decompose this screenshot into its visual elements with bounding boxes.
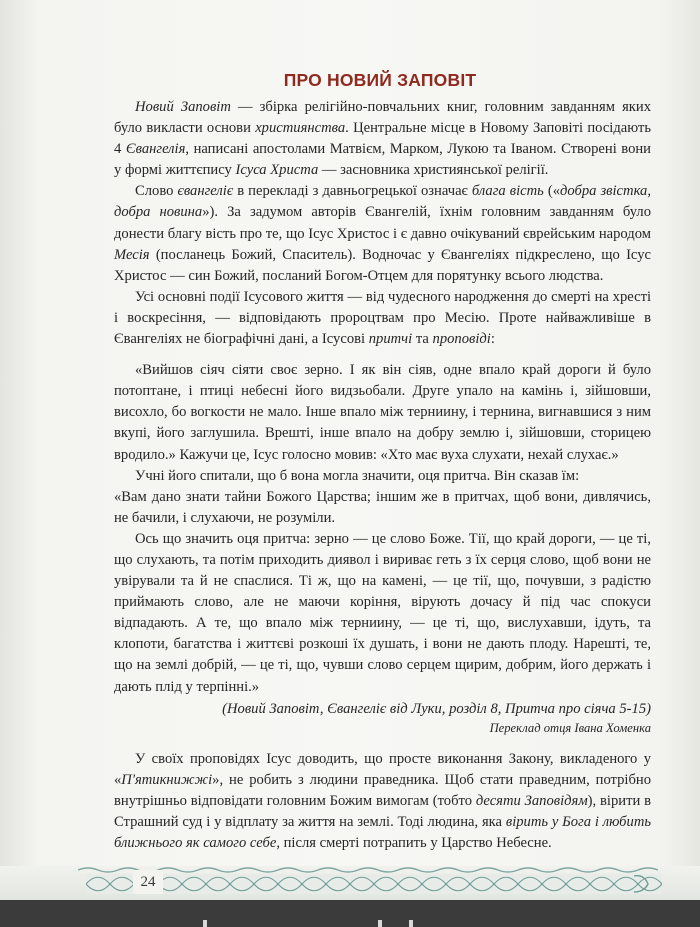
quote-translator: Переклад отця Івана Хоменка [489,720,651,735]
text-run: ), вірити в Страшний суд і у відплату за життя на землі. Тоді людина, яка [114,792,652,830]
emph: П'ятикнижжі [121,771,213,788]
emph: проповіді [432,331,491,348]
strip-mark [378,920,382,927]
text-run: Слово [135,183,178,200]
ornament-band-icon [86,874,662,894]
text-run: та [412,331,433,348]
quote-paragraph: Ось що значить оця притча: зерно — це слово Боже. Тії, що край дороги, — це ті, що слухають, та потім приходить диявол і вириває геть з їх серця слово, щоб вони не увірували та й не спаслися. Ті ж, що на камені, — це тії, що, почувши, з радістю приймають слово, але не маючи коріння, вірують дочасу й під час спокуси відпадають. А те, що впало між терниину, — це ті, що, вислухавши, ідуть, та клопоти, багатства і життєві розкоші їх душать, і вони не дають плоду. Нарешті, те, що на землі добрій, — це ті, що, чувши слово серцем щирим, добрим, його держать і дають плід у терпінні.» [114,530,651,695]
emph: вірить у Бога і любить ближнього як самого себе [114,814,652,852]
paragraph-sermons [114,749,651,854]
emph: десяти Заповідям [475,792,588,809]
strip-mark [409,920,413,927]
text-run: — засновника християнської релігії. [318,162,549,179]
text-run: Усі основні події Ісусового життя — від чудесного народження до смерті на хресті і воскресіння, — відповідають пророцтвам про Месію. Проте найважливіше в Євангеліях не біографічні дані, а Ісусові [114,288,651,348]
emph: Ісуса Христа [235,162,319,179]
emph: євангеліє [177,183,234,200]
parable-quote [114,360,651,698]
text-run: У своїх проповідях Ісус доводить, що просте виконання Закону, викладеного у « [114,750,651,788]
text-run: в перекладі з давньогрецької означає [233,183,472,200]
emph: притчі [368,331,413,348]
scan-bottom-strip [0,900,700,927]
emph: добра звістка, добра новина [114,183,651,221]
page-title: ПРО НОВИЙ ЗАПОВІТ [283,70,477,90]
paragraph-gospel-meaning [114,181,651,286]
emph: Месія [114,246,150,263]
emph: блага вість [471,183,544,200]
quote-paragraph: Учні його спитали, що б вона могла значити, оця притча. Він сказав їм: [135,467,580,484]
quote-source: (Новий Заповіт, Євангеліє від Луки, розділ 8, Притча про сіяча 5-15) [222,700,651,717]
strip-mark [203,920,207,927]
emph: християнства [255,120,346,137]
text-run: . Центральне місце в Новому Заповіті посідають 4 [114,120,651,158]
page-number: 24 [133,870,163,894]
text-run: (« [543,183,560,200]
ornament-top-line-icon [78,866,658,874]
text-body [114,97,651,854]
text-run: , написані апостолами Матвієм, Марком, Лукою та Іваном. Створені вони у формі життєпису [114,141,651,179]
text-run: »). За задумом авторів Євангелій, їхнім головним завданням було донести благу вість про те, що Ісус Христос і є давно очікуваний єврейським народом [114,204,651,242]
text-run: , після смерті потрапить у Царство Небесне. [276,835,552,852]
quote-paragraph: «Вийшов сіяч сіяти своє зерно. І як він сіяв, одне впало край дороги й було потоптане, і птиці небесні його видзьобали. Друге упало на камінь і, зійшовши, висохло, бо вогкости не мало. Інше впало між терниину, і тернина, вигнавшися з ним вкупі, його заглушила. Врешті, інше впало на добру землю і, зійшовши, сторицею вродило.» Кажучи це, Ісус голосно мовив: «Хто має вуха слухати, нехай слухає.» [114,362,651,463]
paragraph-intro [114,97,651,181]
text-run: », не робить з людини праведника. Щоб стати праведним, потрібно внутрішньо відповідати головним Божим вимогам (тобто [114,771,651,809]
text-run: : [490,331,495,348]
quote-paragraph: «Вам дано знати тайни Божого Царства; іншим же в притчах, щоб вони, дивлячись, не бачили, і слухаючи, не розуміли. [114,488,651,526]
emph: Євангелія [125,141,186,158]
text-run: — збірка релігійно-повчальних книг, головним завданням яких було викласти основи [114,99,651,137]
text-run: (посланець Божий, Спаситель). Водночас у Євангеліях підкреслено, що Ісус Христос — син Божий, посланий Богом-Отцем для порятунку всього людства. [114,246,651,284]
paragraph-events [114,287,651,350]
emph: Новий Заповіт [135,99,231,115]
